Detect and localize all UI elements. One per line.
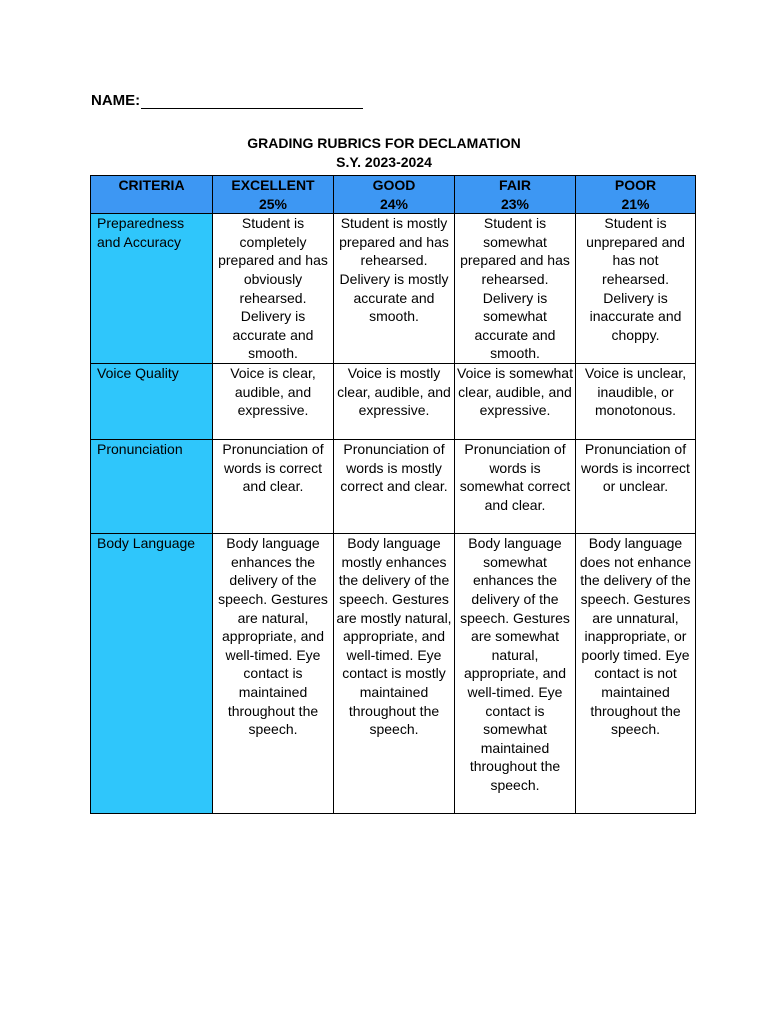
header-label: EXCELLENT	[231, 177, 315, 193]
excellent-cell: Student is completely prepared and has obviously rehearsed. Delivery is accurate and smooth.	[213, 214, 334, 364]
header-percent: 23%	[500, 195, 530, 212]
table-row	[91, 440, 696, 534]
name-field[interactable]	[91, 92, 363, 109]
fair-cell: Voice is somewhat clear, audible, and expressive.	[455, 364, 576, 440]
header-row	[91, 176, 696, 214]
excellent-cell: Voice is clear, audible, and expressive.	[213, 364, 334, 440]
table-row	[91, 364, 696, 440]
header-fair	[455, 176, 576, 214]
poor-cell: Body language does not enhance the delivery of the speech. Gestures are unnatural, inappropriate, or poorly timed. Eye contact is not maintained throughout the speech.	[576, 534, 696, 814]
header-good	[334, 176, 455, 214]
fair-cell: Student is somewhat prepared and has rehearsed. Delivery is somewhat accurate and smooth.	[455, 214, 576, 364]
table-row	[91, 534, 696, 814]
header-label: POOR	[614, 177, 657, 193]
header-percent: 21%	[621, 195, 650, 212]
header-label: FAIR	[499, 177, 531, 193]
poor-cell: Voice is unclear, inaudible, or monotonous.	[576, 364, 696, 440]
document-title-block	[0, 134, 768, 172]
document-title: GRADING RUBRICS FOR DECLAMATION	[247, 135, 521, 151]
excellent-cell: Body language enhances the delivery of the speech. Gestures are natural, appropriate, and well-timed. Eye contact is maintained throughout the speech.	[213, 534, 334, 814]
header-excellent	[213, 176, 334, 214]
criterion-cell: Preparedness and Accuracy	[91, 214, 213, 364]
rubric-table	[90, 175, 696, 814]
good-cell: Body language mostly enhances the delivery of the speech. Gestures are mostly natural, appropriate, and well-timed. Eye contact is mostly maintained throughout the speech.	[334, 534, 455, 814]
criterion-cell: Voice Quality	[91, 364, 213, 440]
name-blank-line[interactable]	[141, 94, 363, 109]
good-cell: Student is mostly prepared and has rehearsed. Delivery is mostly accurate and smooth.	[334, 214, 455, 364]
criterion-cell: Body Language	[91, 534, 213, 814]
name-label: NAME:	[91, 92, 141, 109]
poor-cell: Pronunciation of words is incorrect or unclear.	[576, 440, 696, 534]
header-poor	[576, 176, 696, 214]
criterion-cell: Pronunciation	[91, 440, 213, 534]
school-year: S.Y. 2023-2024	[336, 154, 432, 170]
excellent-cell: Pronunciation of words is correct and clear.	[213, 440, 334, 534]
header-label: CRITERIA	[118, 177, 185, 193]
header-criteria	[91, 176, 213, 214]
fair-cell: Body language somewhat enhances the delivery of the speech. Gestures are somewhat natural, appropriate, and well-timed. Eye contact is somewhat maintained throughout the speech.	[455, 534, 576, 814]
good-cell: Voice is mostly clear, audible, and expressive.	[334, 364, 455, 440]
table-row	[91, 214, 696, 364]
header-label: GOOD	[372, 177, 416, 193]
fair-cell: Pronunciation of words is somewhat correct and clear.	[455, 440, 576, 534]
good-cell: Pronunciation of words is mostly correct and clear.	[334, 440, 455, 534]
header-percent: 25%	[258, 195, 288, 212]
header-percent: 24%	[379, 195, 409, 212]
poor-cell: Student is unprepared and has not rehearsed. Delivery is inaccurate and choppy.	[576, 214, 696, 364]
